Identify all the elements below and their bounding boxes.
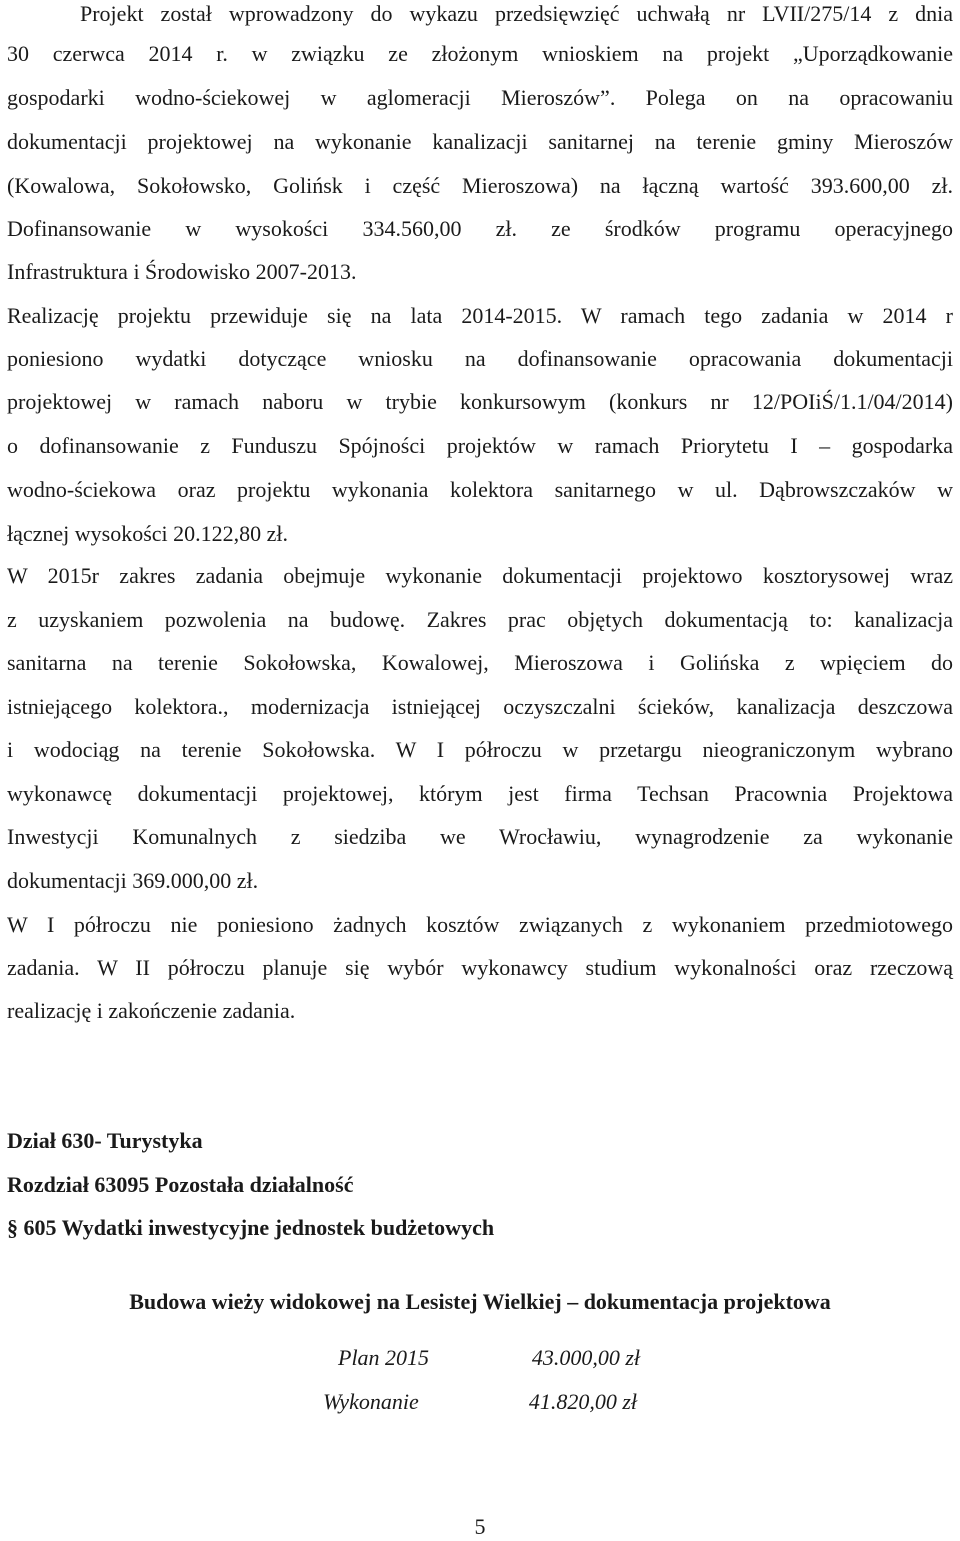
text-line: poniesiono wydatki dotyczące wniosku na dofinansowanie opracowania dokumentacji [7, 346, 953, 371]
execution-value: 41.820,00 zł [528, 1389, 637, 1414]
text-line: sanitarna na terenie Sokołowska, Kowalowej, Mieroszowa i Golińska z wpięciem do [7, 650, 953, 675]
text-line: W 2015r zakres zadania obejmuje wykonanie dokumentacji projektowo kosztorysowej wraz [7, 563, 953, 588]
heading-rozdzial: Rozdział 63095 Pozostała działalność [7, 1172, 354, 1197]
page-number: 5 [474, 1514, 486, 1539]
text-line: i wodociąg na terenie Sokołowska. W I półroczu w przetargu nieograniczonym wybrano [7, 737, 953, 762]
text-line: dokumentacji 369.000,00 zł. [7, 868, 259, 893]
execution-label: Wykonanie [323, 1389, 419, 1414]
text-line: (Kowalowa, Sokołowsko, Golińsk i część Mieroszowa) na łączną wartość 393.600,00 zł. [7, 173, 953, 198]
text-line: Dofinansowanie w wysokości 334.560,00 zł. ze środków programu operacyjnego [7, 216, 953, 241]
text-line: projektowej w ramach naboru w trybie konkursowym (konkurs nr 12/POIiŚ/1.1/04/2014) [7, 389, 953, 414]
text-line: Realizację projektu przewiduje się na lata 2014-2015. W ramach tego zadania w 2014 r [7, 303, 953, 328]
text-line: gospodarki wodno-ściekowej w aglomeracji Mieroszów”. Polega on na opracowaniu [7, 85, 953, 110]
text-line: istniejącego kolektora., modernizacja istniejącej oczyszczalni ścieków, kanalizacja deszczowa [7, 694, 953, 719]
text-line: łącznej wysokości 20.122,80 zł. [7, 521, 289, 546]
plan-label: Plan 2015 [338, 1345, 430, 1370]
text-line: Infrastruktura i Środowisko 2007-2013. [7, 259, 357, 284]
heading-dzial: Dział 630- Turystyka [7, 1128, 203, 1153]
heading-paragraf: § 605 Wydatki inwestycyjne jednostek budżetowych [7, 1215, 495, 1240]
text-line: Projekt został wprowadzony do wykazu przedsięwzięć uchwałą nr LVII/275/14 z dnia [80, 1, 953, 26]
text-line: Inwestycji Komunalnych z siedziba we Wrocławiu, wynagrodzenie za wykonanie [7, 824, 953, 849]
text-line: zadania. W II półroczu planuje się wybór wykonawcy studium wykonalności oraz rzeczową [7, 955, 953, 980]
text-line: W I półroczu nie poniesiono żadnych kosztów związanych z wykonaniem przedmiotowego [7, 912, 953, 937]
text-line: o dofinansowanie z Funduszu Spójności projektów w ramach Priorytetu I – gospodarka [7, 433, 953, 458]
text-line: wykonawcę dokumentacji projektowej, którym jest firma Techsan Pracownia Projektowa [7, 781, 953, 806]
text-line: realizację i zakończenie zadania. [7, 998, 296, 1023]
text-line: z uzyskaniem pozwolenia na budowę. Zakres prac objętych dokumentacją to: kanalizacja [7, 607, 953, 632]
plan-value: 43.000,00 zł [531, 1345, 640, 1370]
text-line: wodno-ściekowa oraz projektu wykonania kolektora sanitarnego w ul. Dąbrowszczaków w [7, 477, 953, 502]
task-title: Budowa wieży widokowej na Lesistej Wielkiej – dokumentacja projektowa [129, 1289, 831, 1314]
text-line: dokumentacji projektowej na wykonanie kanalizacji sanitarnej na terenie gminy Mieroszów [7, 129, 953, 154]
text-line: 30 czerwca 2014 r. w związku ze złożonym wnioskiem na projekt „Uporządkowanie [7, 41, 953, 66]
